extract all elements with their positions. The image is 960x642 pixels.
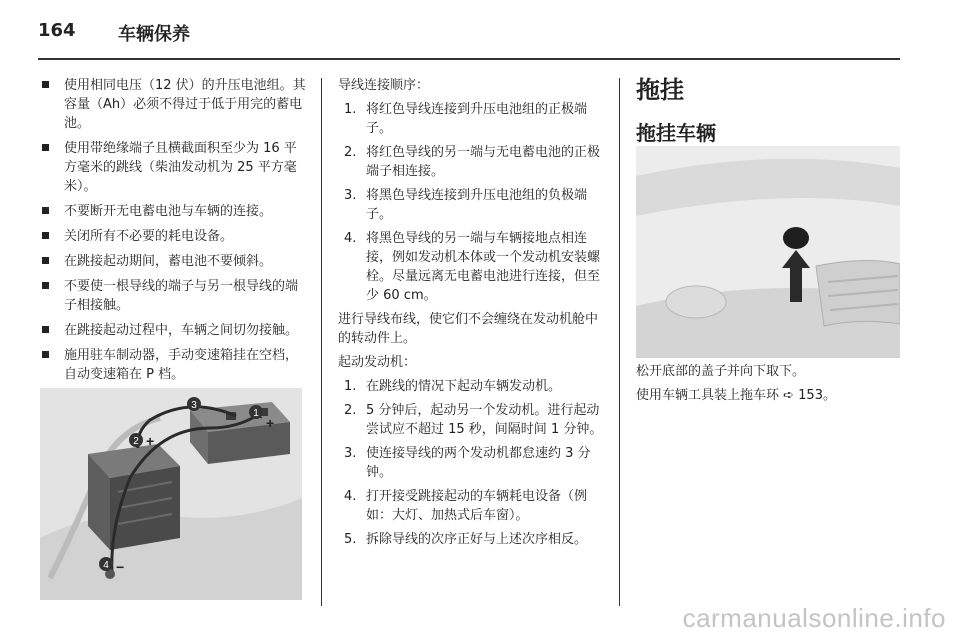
- right-column: [636, 76, 906, 154]
- plus-sign-label: +: [266, 415, 275, 431]
- tow-eye-cover: [783, 227, 809, 249]
- list-item: 使用带绝缘端子且横截面积至少为 16 平方毫米的跳线（柴油发动机为 25 平方毫米）。: [40, 139, 306, 196]
- watermark: carmanualsonline.info: [682, 603, 946, 633]
- list-item: 2. 将红色导线的另一端与无电蓄电池的正极端子相连接。: [344, 145, 601, 179]
- list-item: 3. 使连接导线的两个发动机都怠速约 3 分钟。: [344, 446, 591, 480]
- tow-captions: [636, 362, 906, 410]
- bullet-square-icon: [42, 257, 49, 264]
- list-item: 关闭所有不必要的耗电设备。: [40, 227, 306, 246]
- list-item: 不要使一根导线的端子与另一根导线的端子相接触。: [40, 277, 306, 315]
- column-divider: [619, 78, 620, 606]
- callout-3-label: 3: [191, 400, 197, 411]
- bullet-square-icon: [42, 282, 49, 289]
- tow-eye-cover-figure: [636, 146, 900, 358]
- bullet-square-icon: [42, 326, 49, 333]
- left-column: [40, 76, 306, 390]
- list-item: 在跳接起动过程中，车辆之间切勿接触。: [40, 321, 306, 340]
- list-item: 施用驻车制动器，手动变速箱挂在空档，自动变速箱在 P 档。: [40, 346, 306, 384]
- middle-column: [338, 76, 608, 554]
- bullet-square-icon: [42, 207, 49, 214]
- bullet-square-icon: [42, 144, 49, 151]
- callout-2-label: 2: [133, 436, 139, 447]
- list-item: 5. 拆除导线的次序正好与上述次序相反。: [344, 532, 588, 547]
- page-header: [38, 14, 900, 60]
- list-item: 不要断开无电蓄电池与车辆的连接。: [40, 202, 306, 221]
- callout-1-label: 1: [253, 408, 259, 419]
- plus-sign-label: +: [146, 433, 155, 449]
- bullet-square-icon: [42, 351, 49, 358]
- bullet-square-icon: [42, 232, 49, 239]
- battery-diagram-graphic: [40, 388, 302, 600]
- list-item: 3. 将黑色导线连接到升压电池组的负极端子。: [344, 188, 588, 222]
- start-steps-list: [338, 377, 608, 549]
- column-divider: [321, 78, 322, 606]
- section-title: 拖挂: [636, 76, 684, 104]
- page-title: 车辆保养: [118, 24, 190, 45]
- callout-4-label: 4: [103, 560, 109, 571]
- page-number: 164: [38, 20, 76, 41]
- list-item: 使用相同电压（12 伏）的升压电池组。其容量（Ah）必须不得过于低于用完的蓄电池。: [40, 76, 306, 133]
- list-item: 2. 5 分钟后，起动另一个发动机。进行起动尝试应不超过 15 秒，间隔时间 1 分钟。: [344, 403, 603, 437]
- bumper-diagram-graphic: [636, 146, 900, 358]
- bullet-square-icon: [42, 81, 49, 88]
- list-item: 4. 将黑色导线的另一端与车辆接地点相连接，例如发动机本体或一个发动机安装螺栓。尽量远离无电蓄电池进行连接，但至少 60 cm。: [344, 231, 601, 303]
- connect-steps-list: [338, 100, 608, 305]
- routing-note: 进行导线布线，使它们不会缠绕在发动机舱中的转动件上。: [338, 312, 599, 346]
- subsection-title: 拖挂车辆: [636, 121, 716, 145]
- start-heading: 起动发动机：: [338, 355, 417, 370]
- list-item: 在跳接起动期间，蓄电池不要倾斜。: [40, 252, 306, 271]
- list-item: 1. 将红色导线连接到升压电池组的正极端子。: [344, 102, 588, 136]
- list-item: 4. 打开接受跳接起动的车辆耗电设备（例如：大灯、加热式后车窗）。: [344, 489, 588, 523]
- minus-sign-label: −: [116, 559, 125, 575]
- caption-install-eye: 使用车辆工具装上拖车环 ➪ 153。: [636, 388, 836, 403]
- caption-remove-cover: 松开底部的盖子并向下取下。: [636, 364, 806, 379]
- connect-heading: 导线连接顺序：: [338, 78, 430, 93]
- list-item: 1. 在跳线的情况下起动车辆发动机。: [344, 379, 562, 394]
- battery-jumpstart-figure: [40, 388, 302, 600]
- precaution-list: [40, 76, 306, 384]
